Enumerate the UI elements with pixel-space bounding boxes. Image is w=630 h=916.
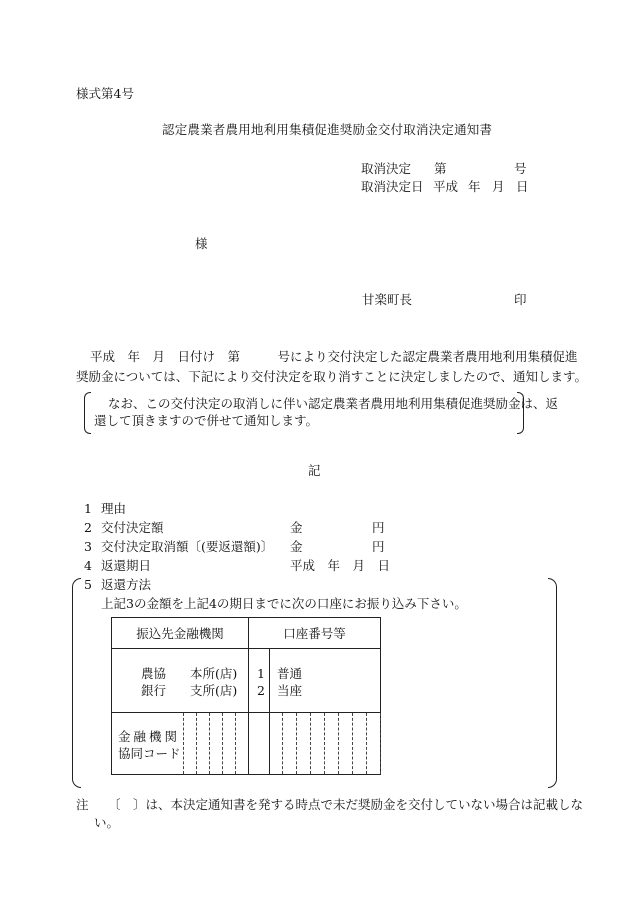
footnote-line-2: い。 — [94, 815, 120, 830]
account-type-futsu: 普通 — [277, 666, 303, 681]
account-digit-divider — [338, 713, 339, 774]
account-type-num-1: 1 — [257, 666, 265, 681]
account-type-num-2: 2 — [257, 683, 265, 698]
code-label-1: 金融機関 — [118, 729, 181, 744]
body-line-1: 平成 年 月 日付け 第 号により交付決定した認定農業者農用地利用集積促進 — [90, 349, 578, 364]
account-digit-divider — [296, 713, 297, 774]
code-label-2: 協同コード — [118, 746, 181, 761]
footnote-mark: 注 — [76, 797, 89, 812]
item-3-num: 3 — [84, 539, 92, 554]
header-bank: 振込先金融機関 — [112, 618, 249, 649]
item-4-value: 平成 年 月 日 — [290, 558, 391, 573]
code-box-divider — [196, 713, 197, 774]
account-digit-divider — [324, 713, 325, 774]
ref-year: 年 — [468, 179, 481, 194]
account-digit-divider — [282, 713, 283, 774]
item-5-label: 返還方法 — [101, 577, 152, 592]
account-digit-divider — [366, 713, 367, 774]
item-5-num: 5 — [84, 577, 92, 592]
item-2-label: 交付決定額 — [101, 520, 164, 535]
account-number-cell — [270, 713, 381, 775]
seal-mark: 印 — [514, 292, 527, 307]
item-2-num: 2 — [84, 520, 92, 535]
ref-day: 日 — [516, 179, 529, 194]
bank-type-bank: 銀行 — [141, 683, 167, 698]
code-box-divider — [183, 713, 184, 774]
item-1-num: 1 — [84, 501, 92, 516]
payment-bracket-left — [72, 578, 81, 788]
bank-code-cell — [112, 713, 249, 775]
note-line-2: 還して頂きますので併せて通知します。 — [94, 413, 319, 428]
item-2-value: 金 — [290, 520, 303, 535]
item-4-num: 4 — [84, 558, 92, 573]
ki-heading: 記 — [308, 463, 321, 478]
ref-month: 月 — [492, 179, 505, 194]
note-line-1: なお、この交付決定の取消しに伴い認定農業者農用地利用集積促進奨励金は、返 — [108, 396, 559, 411]
account-digit-divider — [310, 713, 311, 774]
item-1-label: 理由 — [101, 501, 127, 516]
account-type-toza: 当座 — [277, 683, 303, 698]
note-bracket-left — [84, 392, 91, 434]
bank-name-cell — [112, 649, 249, 713]
item-4-label: 返還期日 — [101, 558, 152, 573]
ref-dai: 第 — [434, 161, 447, 176]
account-digit-divider — [380, 713, 381, 774]
item-3-value: 金 — [290, 539, 303, 554]
account-digit-divider — [352, 713, 353, 774]
bank-branch-sub: 支所(店) — [190, 683, 238, 698]
account-table — [111, 617, 381, 775]
ref-label-decision: 取消決定 — [361, 161, 412, 176]
item-3-label: 交付決定取消額〔(要返還額)〕 — [101, 539, 274, 554]
payment-instruction: 上記3の金額を上記4の期日までに次の口座にお振り込み下さい。 — [101, 596, 467, 611]
item-3-unit: 円 — [372, 539, 385, 554]
item-2-unit: 円 — [372, 520, 385, 535]
code-box-divider — [222, 713, 223, 774]
code-box-divider — [235, 713, 236, 774]
issuer: 甘楽町長 — [362, 292, 413, 307]
bank-branch-main: 本所(店) — [190, 666, 238, 681]
body-line-2: 奨励金については、下記により交付決定を取り消すことに決定しましたので、通知します。 — [76, 369, 588, 384]
header-account: 口座番号等 — [249, 618, 381, 649]
ref-go: 号 — [514, 161, 527, 176]
type-divider — [269, 649, 270, 712]
recipient-suffix: 様 — [195, 236, 208, 251]
code-box-divider — [209, 713, 210, 774]
payment-bracket-right — [548, 578, 557, 788]
account-type-cell — [249, 649, 381, 713]
bank-type-nokyo: 農協 — [141, 666, 167, 681]
ref-era: 平成 — [433, 179, 459, 194]
ref-label-date: 取消決定日 — [361, 179, 424, 194]
form-number: 様式第4号 — [76, 86, 134, 101]
document-title: 認定農業者農用地利用集積促進奨励金交付取消決定通知書 — [162, 122, 493, 137]
account-type-blank — [249, 713, 270, 775]
footnote-line-1: 〔 〕は、本決定通知書を発する時点で未だ奨励金を交付していない場合は記載しな — [108, 797, 584, 812]
